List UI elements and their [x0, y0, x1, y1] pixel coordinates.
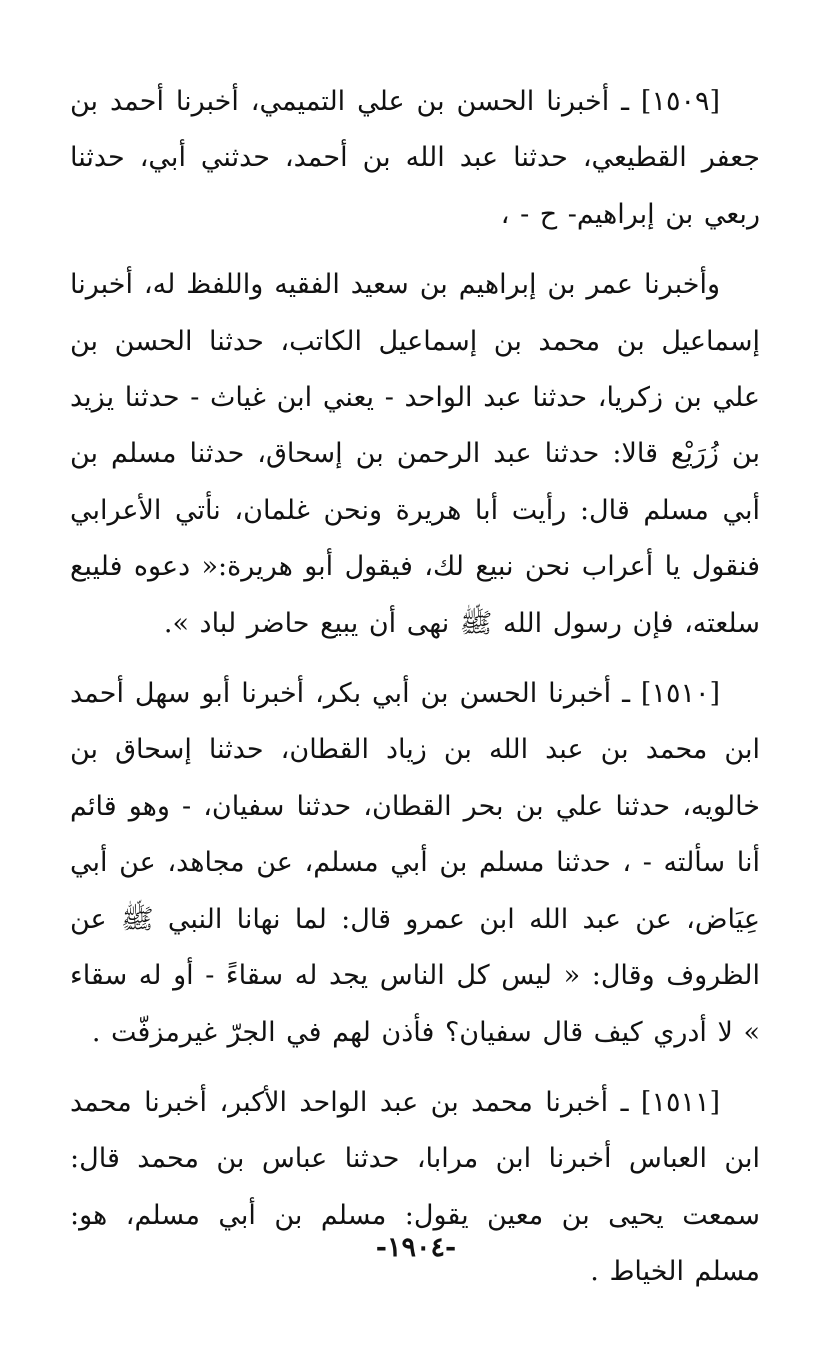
- hadith-1511: [١٥١١] ـ أخبرنا محمد بن عبد الواحد الأكبر، أخبرنا محمد ابن العباس أخبرنا ابن مرابا، حدثنا عباس بن محمد قال: سمعت يحيى بن معين يقول: مسلم بن أبي مسلم، هو: مسلم الخياط .: [70, 1086, 760, 1288]
- hadith-1509: [١٥٠٩] ـ أخبرنا الحسن بن علي التميمي، أخبرنا أحمد بن جعفر القطيعي، حدثنا عبد الله بن أحمد، حدثني أبي، حدثنا ربعي بن إبراهيم- ح - ،: [70, 86, 760, 230]
- hadith-1510: [١٥١٠] ـ أخبرنا الحسن بن أبي بكر، أخبرنا أبو سهل أحمد ابن محمد بن عبد الله بن زياد القطان، حدثنا إسحاق بن خالويه، حدثنا علي بن بحر القطان، حدثنا سفيان، - وهو قائم أنا سألته - ، حدثنا مسلم بن أبي مسلم، عن مجاهد، عن أبي عِيَاض، عن عبد الله ابن عمرو قال: لما نهانا النبي ﷺ عن الظروف وقال: « ليس كل الناس يجد له سقاءً - أو له سقاء » لا أدري كيف قال سفيان؟ فأذن لهم في الجرّ غيرمزفّت .: [70, 678, 760, 1048]
- page-body: [70, 74, 760, 1315]
- page-number: -١٩٠٤-: [375, 1232, 457, 1263]
- hadith-1509-second-chain: وأخبرنا عمر بن إبراهيم بن سعيد الفقيه واللفظ له، أخبرنا إسماعيل بن محمد بن إسماعيل الكاتب، حدثنا الحسن بن علي بن زكريا، حدثنا عبد الواحد - يعني ابن غياث - حدثنا يزيد بن زُرَيْع قالا: حدثنا عبد الرحمن بن إسحاق، حدثنا مسلم بن أبي مسلم قال: رأيت أبا هريرة ونحن غلمان، نأتي الأعرابي فنقول يا أعراب نحن نبيع لك، فيقول أبو هريرة:« دعوه فليبع سلعته، فإن رسول الله ﷺ نهى أن يبيع حاضر لباد ».: [70, 269, 760, 639]
